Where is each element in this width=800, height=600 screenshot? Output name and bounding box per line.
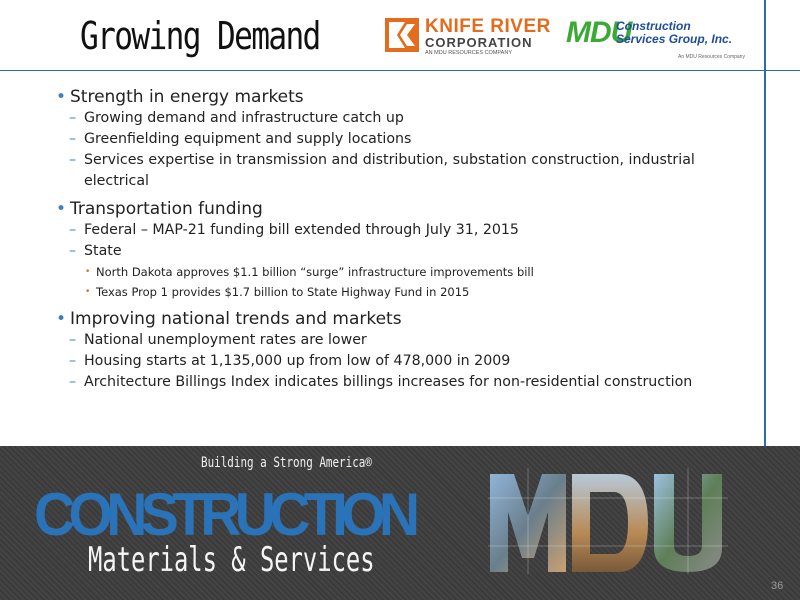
bullet-level1: • Improving national trends and markets xyxy=(56,308,756,330)
page-title: Growing Demand xyxy=(80,14,320,58)
bullet-level2: – Architecture Billings Index indicates billings increases for non-residential construction xyxy=(56,372,756,393)
bullet-group xyxy=(56,86,756,192)
mdu-sub: An MDU Resources Company xyxy=(678,54,745,60)
knife-river-logo xyxy=(385,14,550,58)
bullet-list xyxy=(56,86,756,399)
bullet-level2: – Federal – MAP-21 funding bill extended through July 31, 2015 xyxy=(56,220,756,241)
knife-river-corp: CORPORATION xyxy=(425,35,533,50)
footer-materials-services: Materials & Services xyxy=(88,540,375,580)
mdu-photo-letters-icon xyxy=(488,468,728,574)
knife-river-mark-icon xyxy=(385,18,419,52)
knife-river-sub: AN MDU RESOURCES COMPANY xyxy=(425,50,512,56)
bullet-level1: • Strength in energy markets xyxy=(56,86,756,108)
bullet-level3: • North Dakota approves $1.1 billion “surge” infrastructure improvements bill xyxy=(56,262,756,282)
mdu-construction-logo xyxy=(566,14,745,62)
bullet-level2: – Services expertise in transmission and distribution, substation construction, industrial electrical xyxy=(56,150,756,192)
bullet-level3: • Texas Prop 1 provides $1.7 billion to State Highway Fund in 2015 xyxy=(56,282,756,302)
footer-construction-wordmark: CONSTRUCTION xyxy=(34,481,414,548)
mdu-mark: MDU xyxy=(566,16,632,49)
bullet-level2: – Housing starts at 1,135,000 up from low of 478,000 in 2009 xyxy=(56,351,756,372)
bullet-level2: – Greenfielding equipment and supply locations xyxy=(56,129,756,150)
bullet-level2: – National unemployment rates are lower xyxy=(56,330,756,351)
page-number: 36 xyxy=(771,580,784,592)
header-rule xyxy=(0,70,800,71)
bullet-group xyxy=(56,308,756,393)
mdu-line2: Services Group, Inc. xyxy=(616,32,733,46)
bullet-level2: – State xyxy=(56,241,756,262)
bullet-level2: – Growing demand and infrastructure catch up xyxy=(56,108,756,129)
bullet-group xyxy=(56,198,756,302)
mdu-line1: Construction xyxy=(616,19,691,33)
knife-river-name: KNIFE RIVER xyxy=(425,16,551,37)
footer-tagline: Building a Strong America® xyxy=(201,455,372,471)
bullet-level1: • Transportation funding xyxy=(56,198,756,220)
